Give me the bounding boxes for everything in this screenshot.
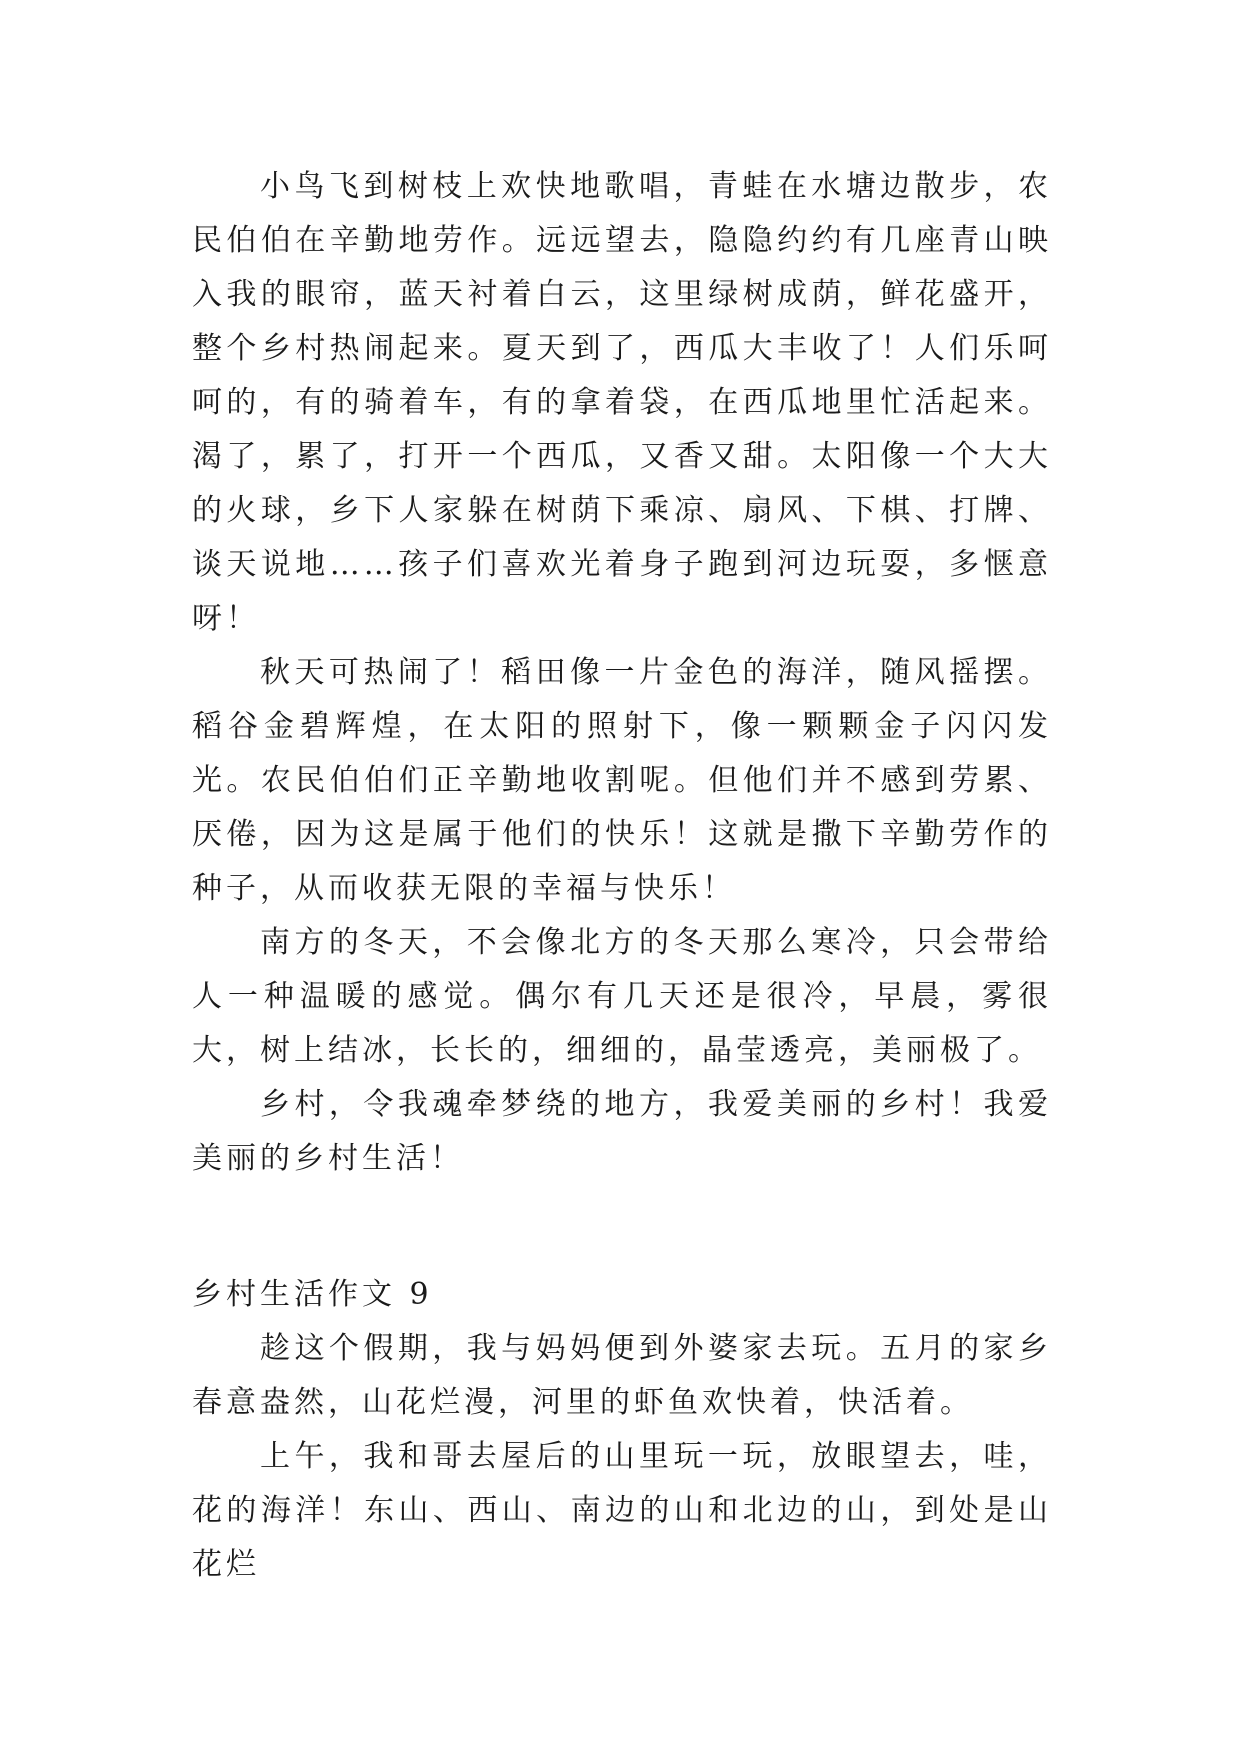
essay-heading: 乡村生活作文 9	[192, 1277, 433, 1312]
essay-body-section-a	[192, 160, 1052, 1186]
paragraph-summer: 小鸟飞到树枝上欢快地歌唱，青蛙在水塘边散步，农民伯伯在辛勤地劳作。远远望去，隐隐约约有几座青山映入我的眼帘，蓝天衬着白云，这里绿树成荫，鲜花盛开，整个乡村热闹起来。夏天到了，西瓜大丰收了！人们乐呵呵的，有的骑着车，有的拿着袋，在西瓜地里忙活起来。渴了，累了，打开一个西瓜，又香又甜。太阳像一个大大的火球，乡下人家躲在树荫下乘凉、扇风、下棋、打牌、谈天说地……孩子们喜欢光着身子跑到河边玩耍，多惬意呀！	[192, 169, 1052, 636]
paragraph-winter: 南方的冬天，不会像北方的冬天那么寒冷，只会带给人一种温暖的感觉。偶尔有几天还是很冷，早晨，雾很大，树上结冰，长长的，细细的，晶莹透亮，美丽极了。	[192, 925, 1052, 1068]
essay-body-section-b	[192, 1322, 1052, 1592]
paragraph-morning: 上午，我和哥去屋后的山里玩一玩，放眼望去，哇，花的海洋！东山、西山、南边的山和北边的山，到处是山花烂	[192, 1439, 1052, 1582]
paragraph-holiday: 趁这个假期，我与妈妈便到外婆家去玩。五月的家乡春意盎然，山花烂漫，河里的虾鱼欢快着，快活着。	[192, 1331, 1052, 1420]
paragraph-autumn: 秋天可热闹了！稻田像一片金色的海洋，随风摇摆。稻谷金碧辉煌，在太阳的照射下，像一颗颗金子闪闪发光。农民伯伯们正辛勤地收割呢。但他们并不感到劳累、厌倦，因为这是属于他们的快乐！这就是撒下辛勤劳作的种子，从而收获无限的幸福与快乐！	[192, 655, 1052, 906]
paragraph-conclusion: 乡村，令我魂牵梦绕的地方，我爱美丽的乡村！我爱美丽的乡村生活！	[192, 1087, 1052, 1176]
